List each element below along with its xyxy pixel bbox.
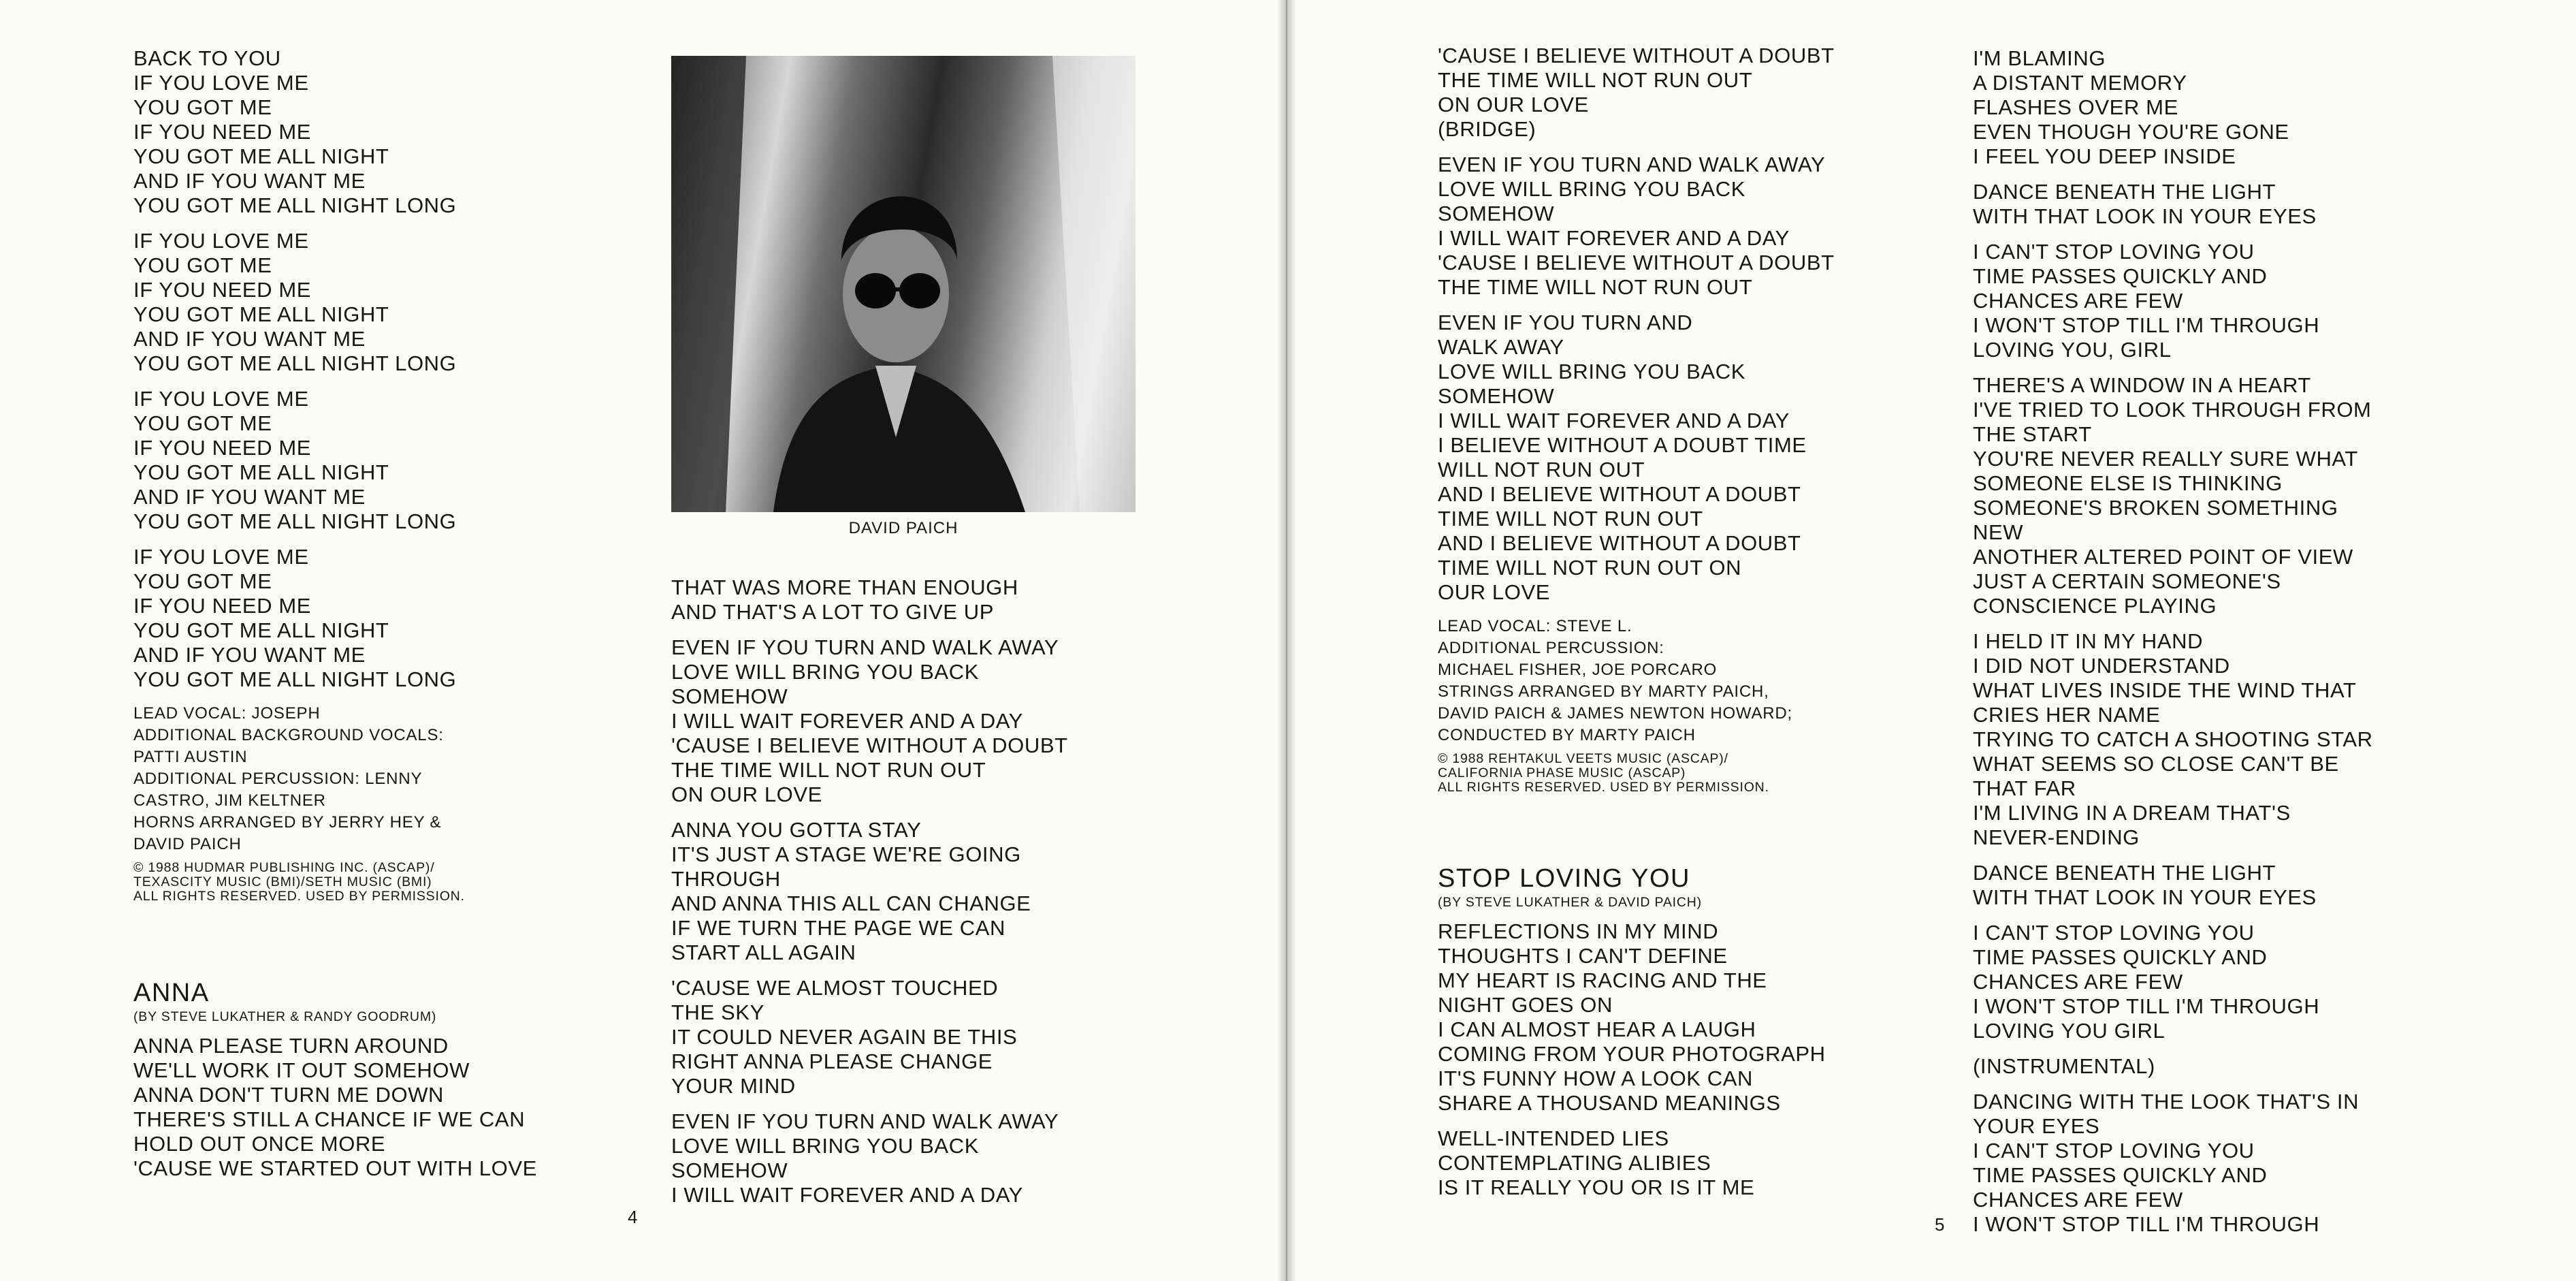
lyric-line: EVEN IF YOU TURN AND WALK AWAY	[671, 1109, 1059, 1133]
lyric-line: WALK AWAY	[1438, 335, 1564, 359]
lyric-line: AND THAT'S A LOT TO GIVE UP	[671, 600, 995, 624]
lyric-line: I CAN'T STOP LOVING YOU	[1973, 921, 2255, 945]
lyric-line: SHARE A THOUSAND MEANINGS	[1438, 1091, 1781, 1115]
lyric-line: THERE'S STILL A CHANCE IF WE CAN	[133, 1107, 526, 1131]
lyric-line: HOLD OUT ONCE MORE	[133, 1132, 386, 1156]
lyric-line: WHAT SEEMS SO CLOSE CAN'T BE	[1973, 752, 2339, 776]
lyric-line: LOVE WILL BRING YOU BACK	[671, 1134, 979, 1158]
anna-lyrics-continued	[671, 575, 1161, 1218]
lyric-line: IF YOU LOVE ME	[133, 387, 309, 411]
lyric-line: THE START	[1973, 422, 2092, 446]
lyric-stanza	[1438, 919, 1914, 1116]
lyric-line: I WON'T STOP TILL I'M THROUGH	[1973, 1212, 2320, 1236]
lyric-line: IS IT REALLY YOU OR IS IT ME	[1438, 1175, 1755, 1199]
lyric-line: LOVING YOU, GIRL	[1973, 338, 2172, 362]
lyric-stanza	[1438, 311, 1914, 605]
song-title-anna: ANNA	[133, 979, 210, 1007]
lyric-line: YOUR MIND	[671, 1074, 796, 1098]
lyric-line: YOU GOT ME	[133, 569, 272, 593]
lyric-line: YOU GOT ME ALL NIGHT LONG	[133, 667, 457, 691]
lyric-line: LOVE WILL BRING YOU BACK	[1438, 177, 1745, 201]
lyric-stanza	[671, 575, 1161, 624]
lyric-line: THE TIME WILL NOT RUN OUT	[1438, 275, 1753, 299]
stop-loving-you-lyrics	[1438, 919, 1914, 1200]
credit-line: ADDITIONAL PERCUSSION: LENNY	[133, 770, 423, 788]
lyric-line: BACK TO YOU	[133, 46, 281, 70]
credit-line: LEAD VOCAL: STEVE L.	[1438, 617, 1632, 635]
lyric-line: YOU GOT ME	[133, 411, 272, 435]
back-to-you-column	[133, 46, 637, 904]
lyric-line: THAT WAS MORE THAN ENOUGH	[671, 575, 1018, 599]
lyric-line: I WILL WAIT FOREVER AND A DAY	[671, 709, 1023, 733]
lyric-stanza	[1438, 44, 1914, 142]
lyric-line: LOVING YOU GIRL	[1973, 1019, 2166, 1043]
lyric-line: NEVER-ENDING	[1973, 825, 2140, 849]
lyric-line: IF YOU NEED ME	[133, 594, 312, 618]
lyric-line: DANCE BENEATH THE LIGHT	[1973, 180, 2276, 204]
lyric-line: TIME PASSES QUICKLY AND	[1973, 1163, 2268, 1187]
lyric-line: EVEN IF YOU TURN AND	[1438, 311, 1693, 334]
lyric-line: THAT FAR	[1973, 776, 2076, 800]
lyric-line: DANCING WITH THE LOOK THAT'S IN	[1973, 1090, 2360, 1113]
lyric-line: EVEN IF YOU TURN AND WALK AWAY	[1438, 153, 1826, 176]
lyric-line: WITH THAT LOOK IN YOUR EYES	[1973, 885, 2317, 909]
lyric-line: AND IF YOU WANT ME	[133, 169, 366, 193]
back-to-you-copyright	[133, 861, 637, 904]
photo-caption: DAVID PAICH	[848, 519, 959, 537]
lyric-line: SOMEONE'S BROKEN SOMETHING	[1973, 496, 2338, 520]
lyric-line: WILL NOT RUN OUT	[1438, 458, 1645, 481]
lyric-line: AND I BELIEVE WITHOUT A DOUBT	[1438, 482, 1801, 506]
lyric-line: YOUR EYES	[1973, 1114, 2100, 1138]
lyric-line: I'M LIVING IN A DREAM THAT'S	[1973, 801, 2291, 825]
lyric-line: YOU GOT ME ALL NIGHT	[133, 144, 389, 168]
lyric-line: I FEEL YOU DEEP INSIDE	[1973, 144, 2236, 168]
lyric-line: IT'S FUNNY HOW A LOOK CAN	[1438, 1066, 1754, 1090]
lyric-line: I'M BLAMING	[1973, 46, 2106, 70]
lyric-line: I WILL WAIT FOREVER AND A DAY	[1438, 226, 1790, 250]
credit-line: ADDITIONAL PERCUSSION:	[1438, 639, 1664, 657]
lyric-line: I HELD IT IN MY HAND	[1973, 629, 2204, 653]
lyric-line: WELL-INTENDED LIES	[1438, 1126, 1669, 1150]
lyric-line: YOU GOT ME	[133, 95, 272, 119]
lyric-stanza	[1973, 240, 2504, 362]
lyric-line: I DID NOT UNDERSTAND	[1973, 654, 2230, 678]
lyric-line: WE'LL WORK IT OUT SOMEHOW	[133, 1058, 470, 1082]
credit-line: STRINGS ARRANGED BY MARTY PAICH,	[1438, 682, 1769, 701]
back-to-you-lyrics	[133, 46, 637, 692]
lyric-stanza	[133, 545, 637, 692]
lyric-line: IT COULD NEVER AGAIN BE THIS	[671, 1025, 1018, 1049]
credit-line: DAVID PAICH	[133, 835, 242, 853]
lyric-line: AND IF YOU WANT ME	[133, 327, 366, 351]
lyric-stanza	[1973, 921, 2504, 1043]
anna-lyrics-ending-column	[1438, 44, 1914, 795]
lyric-line: CHANCES ARE FEW	[1973, 1188, 2183, 1212]
stop-loving-you-song-block	[1438, 864, 1914, 1211]
copyright-line: ALL RIGHTS RESERVED. USED BY PERMISSION.	[133, 889, 465, 904]
lyric-line: ANOTHER ALTERED POINT OF VIEW	[1973, 545, 2353, 569]
credit-line: CONDUCTED BY MARTY PAICH	[1438, 726, 1696, 744]
anna-song-block	[133, 978, 637, 1192]
lyric-line: THE SKY	[671, 1000, 764, 1024]
lyric-line: YOU GOT ME ALL NIGHT	[133, 302, 389, 326]
lyric-line: ANNA PLEASE TURN AROUND	[133, 1034, 449, 1058]
lyric-line: I CAN'T STOP LOVING YOU	[1973, 1139, 2255, 1163]
lyric-line: IF YOU NEED ME	[133, 436, 312, 460]
stop-loving-you-lyrics-continued	[1973, 46, 2504, 1248]
lyric-line: JUST A CERTAIN SOMEONE'S	[1973, 569, 2281, 593]
copyright-line: ALL RIGHTS RESERVED. USED BY PERMISSION.	[1438, 780, 1769, 795]
copyright-line: CALIFORNIA PHASE MUSIC (ASCAP)	[1438, 765, 1686, 780]
lyric-stanza	[1438, 153, 1914, 300]
lyric-line: I BELIEVE WITHOUT A DOUBT TIME	[1438, 433, 1807, 457]
lyric-line: IT'S JUST A STAGE WE'RE GOING	[671, 842, 1021, 866]
lyric-stanza	[671, 635, 1161, 807]
lyric-line: EVEN THOUGH YOU'RE GONE	[1973, 120, 2289, 144]
credit-line: CASTRO, JIM KELTNER	[133, 791, 326, 810]
lyric-stanza	[671, 976, 1161, 1098]
anna-lyrics-ending	[1438, 44, 1914, 605]
lyric-line: WITH THAT LOOK IN YOUR EYES	[1973, 204, 2317, 228]
credit-line: PATTI AUSTIN	[133, 748, 248, 766]
lyric-stanza	[1973, 180, 2504, 229]
lyric-line: AND IF YOU WANT ME	[133, 643, 366, 667]
lyric-stanza	[133, 387, 637, 534]
lyric-line: AND IF YOU WANT ME	[133, 485, 366, 509]
page-number-right: 5	[1935, 1214, 1945, 1235]
copyright-line: © 1988 REHTAKUL VEETS MUSIC (ASCAP)/	[1438, 751, 1728, 766]
lyric-line: YOU GOT ME ALL NIGHT	[133, 618, 389, 642]
lyric-line: THROUGH	[671, 867, 781, 891]
lyric-line: THOUGHTS I CAN'T DEFINE	[1438, 944, 1728, 968]
lyric-line: WHAT LIVES INSIDE THE WIND THAT	[1973, 678, 2357, 702]
lyric-line: TIME WILL NOT RUN OUT ON	[1438, 556, 1742, 580]
lyric-line: ANNA DON'T TURN ME DOWN	[133, 1083, 445, 1107]
lyric-line: RIGHT ANNA PLEASE CHANGE	[671, 1049, 993, 1073]
lyric-line: (BRIDGE)	[1438, 117, 1536, 141]
lyric-line: I CAN ALMOST HEAR A LAUGH	[1438, 1017, 1756, 1041]
lyric-line: LOVE WILL BRING YOU BACK	[1438, 360, 1745, 383]
copyright-line: TEXASCITY MUSIC (BMI)/SETH MUSIC (BMI)	[133, 874, 432, 889]
lyric-stanza	[1973, 373, 2504, 618]
lyric-line: 'CAUSE WE ALMOST TOUCHED	[671, 976, 999, 1000]
lyric-line: 'CAUSE I BELIEVE WITHOUT A DOUBT	[1438, 251, 1835, 274]
lyric-line: DANCE BENEATH THE LIGHT	[1973, 861, 2276, 885]
anna-copyright	[1438, 752, 1914, 795]
lyric-line: 'CAUSE I BELIEVE WITHOUT A DOUBT	[671, 733, 1068, 757]
lyric-line: CRIES HER NAME	[1973, 703, 2161, 727]
lyric-stanza	[1973, 861, 2504, 910]
lyric-line: THERE'S A WINDOW IN A HEART	[1973, 373, 2311, 397]
lyric-line: IF YOU NEED ME	[133, 278, 312, 302]
lyric-line: REFLECTIONS IN MY MIND	[1438, 919, 1719, 943]
lyric-stanza	[133, 229, 637, 376]
lyric-line: A DISTANT MEMORY	[1973, 71, 2187, 95]
lyric-line: ON OUR LOVE	[671, 782, 822, 806]
lyric-line: SOMEHOW	[671, 684, 788, 708]
lyric-line: ON OUR LOVE	[1438, 93, 1589, 116]
anna-lyrics	[133, 1034, 637, 1181]
lyric-line: I'VE TRIED TO LOOK THROUGH FROM	[1973, 398, 2372, 422]
copyright-line: © 1988 HUDMAR PUBLISHING INC. (ASCAP)/	[133, 860, 435, 875]
lyric-line: NIGHT GOES ON	[1438, 993, 1613, 1017]
lyric-line: IF YOU NEED ME	[133, 120, 312, 144]
back-to-you-credits	[133, 703, 637, 855]
credit-line: DAVID PAICH & JAMES NEWTON HOWARD;	[1438, 704, 1793, 723]
lyric-line: ANNA YOU GOTTA STAY	[671, 818, 922, 842]
lyric-line: CHANCES ARE FEW	[1973, 289, 2183, 313]
lyric-line: 'CAUSE I BELIEVE WITHOUT A DOUBT	[1438, 44, 1835, 67]
lyric-line: OUR LOVE	[1438, 580, 1551, 604]
page-number-left: 4	[628, 1207, 638, 1227]
song-byline-anna: (BY STEVE LUKATHER & RANDY GOODRUM)	[133, 1009, 437, 1024]
lyric-line: START ALL AGAIN	[671, 940, 856, 964]
lyric-line: YOU GOT ME ALL NIGHT LONG	[133, 351, 457, 375]
song-title-stop-loving-you: STOP LOVING YOU	[1438, 864, 1690, 893]
lyric-line: AND I BELIEVE WITHOUT A DOUBT	[1438, 531, 1801, 555]
lyric-stanza	[1438, 1126, 1914, 1200]
lyric-stanza	[1973, 1090, 2504, 1237]
lyric-line: SOMEHOW	[1438, 384, 1555, 408]
portrait-illustration	[671, 56, 1136, 512]
lyric-line: CONTEMPLATING ALIBIES	[1438, 1151, 1711, 1175]
lyric-line: IF WE TURN THE PAGE WE CAN	[671, 916, 1005, 940]
lyric-line: SOMEHOW	[671, 1158, 788, 1182]
lyric-stanza	[1973, 46, 2504, 169]
credit-line: LEAD VOCAL: JOSEPH	[133, 704, 321, 723]
lyric-line: I WON'T STOP TILL I'M THROUGH	[1973, 994, 2320, 1018]
lyric-line: NEW	[1973, 520, 2024, 544]
lyric-line: FLASHES OVER ME	[1973, 95, 2178, 119]
lyric-line: YOU GOT ME	[133, 253, 272, 277]
lyric-stanza	[133, 46, 637, 218]
lyric-line: CHANCES ARE FEW	[1973, 970, 2183, 994]
lyric-line: IF YOU LOVE ME	[133, 545, 309, 569]
lyric-line: 'CAUSE WE STARTED OUT WITH LOVE	[133, 1156, 537, 1180]
lyric-line: EVEN IF YOU TURN AND WALK AWAY	[671, 635, 1059, 659]
anna-credits	[1438, 616, 1914, 746]
lyric-line: THE TIME WILL NOT RUN OUT	[671, 758, 986, 782]
lyric-line: SOMEHOW	[1438, 202, 1555, 225]
lyric-line: IF YOU LOVE ME	[133, 71, 309, 95]
lyric-line: TIME PASSES QUICKLY AND	[1973, 264, 2268, 288]
lyric-stanza	[133, 1034, 637, 1181]
lyric-line: YOU GOT ME ALL NIGHT LONG	[133, 193, 457, 217]
lyric-line: SOMEONE ELSE IS THINKING	[1973, 471, 2283, 495]
lyric-line: MY HEART IS RACING AND THE	[1438, 968, 1767, 992]
lyric-stanza	[671, 818, 1161, 965]
lyric-line: CONSCIENCE PLAYING	[1973, 594, 2217, 618]
lyric-line: YOU'RE NEVER REALLY SURE WHAT	[1973, 447, 2358, 471]
lyric-line: I WILL WAIT FOREVER AND A DAY	[671, 1183, 1023, 1207]
lyric-line: I CAN'T STOP LOVING YOU	[1973, 240, 2255, 264]
lyric-stanza	[1973, 629, 2504, 850]
song-byline-stop-loving-you: (BY STEVE LUKATHER & DAVID PAICH)	[1438, 895, 1702, 910]
lyric-stanza	[671, 1109, 1161, 1207]
lyric-line: YOU GOT ME ALL NIGHT	[133, 460, 389, 484]
lyric-line: AND ANNA THIS ALL CAN CHANGE	[671, 891, 1031, 915]
lyric-line: THE TIME WILL NOT RUN OUT	[1438, 68, 1753, 92]
lyric-stanza	[1973, 1054, 2504, 1079]
band-member-photo	[671, 56, 1136, 512]
booklet-gutter	[1277, 0, 1296, 1281]
lyric-line: TIME PASSES QUICKLY AND	[1973, 945, 2268, 969]
credit-line: ADDITIONAL BACKGROUND VOCALS:	[133, 726, 444, 744]
credit-line: MICHAEL FISHER, JOE PORCARO	[1438, 661, 1718, 679]
lyric-line: I WON'T STOP TILL I'M THROUGH	[1973, 313, 2320, 337]
credit-line: HORNS ARRANGED BY JERRY HEY &	[133, 813, 442, 832]
lyric-line: TIME WILL NOT RUN OUT	[1438, 507, 1703, 531]
lyric-line: COMING FROM YOUR PHOTOGRAPH	[1438, 1042, 1826, 1066]
lyric-line: IF YOU LOVE ME	[133, 229, 309, 253]
lyric-line: I WILL WAIT FOREVER AND A DAY	[1438, 409, 1790, 432]
lyric-line: TRYING TO CATCH A SHOOTING STAR	[1973, 727, 2373, 751]
lyric-line: LOVE WILL BRING YOU BACK	[671, 660, 979, 684]
lyric-line: YOU GOT ME ALL NIGHT LONG	[133, 509, 457, 533]
lyric-line: (INSTRUMENTAL)	[1973, 1054, 2155, 1078]
